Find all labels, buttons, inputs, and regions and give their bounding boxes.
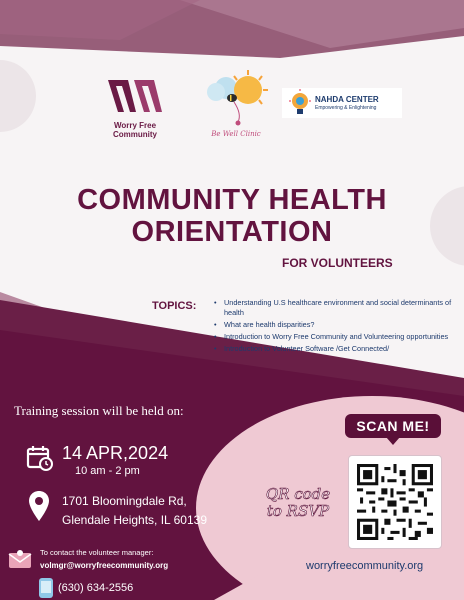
sun-bee-icon bbox=[196, 66, 280, 130]
scan-me-badge: SCAN ME! bbox=[345, 414, 441, 438]
be-well-name: Be Well Clinic bbox=[211, 130, 261, 138]
contact-phone[interactable]: (630) 634-2556 bbox=[58, 582, 134, 594]
phone-icon bbox=[38, 577, 54, 599]
title-line2: ORIENTATION bbox=[131, 216, 333, 248]
title-line1: COMMUNITY HEALTH bbox=[77, 184, 387, 216]
worry-free-name-line1: Worry Free bbox=[113, 121, 157, 130]
training-intro: Training session will be held on: bbox=[14, 403, 184, 418]
qr-caption-line2: to RSVP bbox=[266, 502, 330, 520]
topic-item: • Introduction to Worry Free Community and Volunteering opportunities bbox=[214, 332, 460, 342]
worry-free-mark-icon bbox=[106, 76, 164, 116]
topic-item: • Understanding U.S healthcare environment and social determinants of health bbox=[214, 298, 460, 318]
event-time: 10 am - 2 pm bbox=[75, 465, 140, 477]
topic-item: • Introduction to Volunteer Software /Get Connected/ bbox=[214, 344, 460, 354]
qr-caption bbox=[250, 486, 346, 520]
email-icon bbox=[8, 550, 32, 570]
qr-code[interactable] bbox=[357, 464, 433, 540]
contact-email[interactable]: volmgr@worryfreecommunity.org bbox=[40, 561, 169, 570]
subtitle: FOR VOLUNTEERS bbox=[282, 256, 393, 270]
qr-caption-line1: QR code bbox=[265, 485, 331, 503]
event-address bbox=[62, 492, 207, 530]
nahda-name: NAHDA CENTER bbox=[315, 95, 379, 104]
nahda-center-logo bbox=[282, 88, 402, 118]
topics-list bbox=[214, 298, 460, 356]
nahda-tagline: Empowering & Enlightening bbox=[315, 105, 377, 111]
qr-code-card[interactable] bbox=[348, 455, 442, 549]
website-link[interactable]: worryfreecommunity.org bbox=[306, 560, 424, 572]
topics-heading: TOPICS: bbox=[152, 300, 197, 312]
address-line1: 1701 Bloomingdale Rd, bbox=[62, 494, 187, 508]
event-date: 14 APR,2024 bbox=[62, 443, 169, 463]
lightbulb-icon bbox=[285, 88, 315, 118]
worry-free-community-logo bbox=[100, 76, 170, 138]
address-line2: Glendale Heights, IL 60139 bbox=[62, 513, 207, 527]
be-well-clinic-logo bbox=[196, 66, 280, 146]
scan-badge-pointer bbox=[386, 437, 400, 447]
worry-free-name-line2: Community bbox=[113, 130, 157, 139]
location-pin-icon bbox=[28, 490, 50, 522]
topic-item: • What are health disparities? bbox=[214, 320, 460, 330]
calendar-icon bbox=[26, 444, 54, 472]
contact-label: To contact the volunteer manager: bbox=[40, 548, 154, 557]
